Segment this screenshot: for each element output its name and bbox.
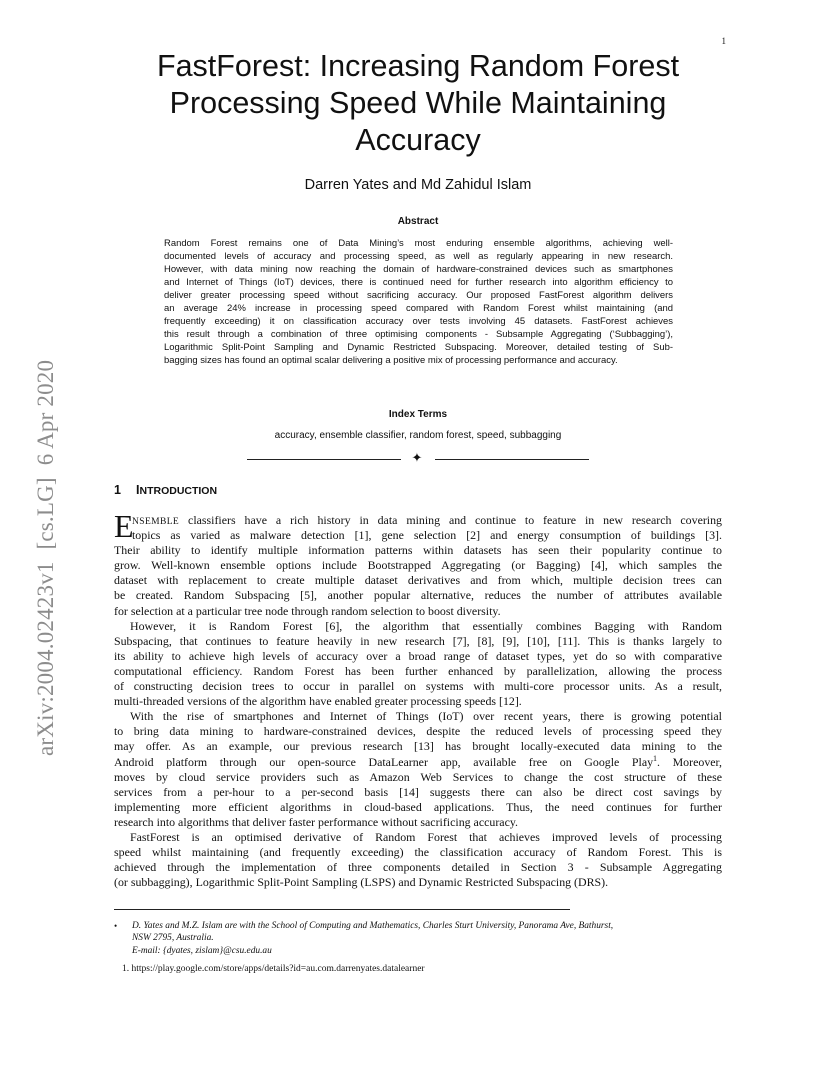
body-line: its ability to achieve high levels of accuracy over a broad range of dataset types, yet do so with comparative (114, 648, 722, 663)
abstract-body (164, 237, 673, 367)
arxiv-identifier-stamp: arXiv:2004.02423v1 [cs.LG] 6 Apr 2020 (33, 359, 58, 756)
affiliation-text (114, 920, 722, 957)
body-line: of constructing decision trees to occur in parallel on systems with multi-core processor units. As a result, (114, 679, 722, 694)
footnote-separator (114, 909, 570, 910)
abstract-line: frequently exceeding) it on classification accuracy over tests involving 45 datasets. FastForest achieves (164, 316, 673, 327)
body-line (114, 513, 722, 528)
body-line: (or subbagging), Logarithmic Split-Point Sampling (LSPS) and Dynamic Restricted Subspacing (DRS). (114, 875, 609, 890)
divider-rule-left (247, 459, 401, 460)
paper-title (110, 48, 726, 159)
abstract-line: documented levels of accuracy and processing speed, as well as regularly appearing in new research. (164, 251, 673, 262)
title-line: Accuracy (355, 123, 481, 157)
index-terms-heading: Index Terms (388, 409, 448, 420)
body-line: speed whilst maintaining (and frequently exceeding) the classification accuracy of Random Forest. This is (114, 845, 722, 860)
body-line: Subspacing, that continues to feature heavily in new research [7], [8], [9], [10], [11]. This is thanks largely to (114, 633, 722, 648)
abstract-line: this result through a combination of three optimising components - Subsample Aggregating (‘Subbagging’), (164, 329, 673, 340)
abstract-line: an average 24% increase in processing speed compared with Random Forest whilst maintaining (and (164, 303, 673, 314)
body-line-text: Android platform through our open-source DataLearner app, available free on Google Play (114, 754, 654, 769)
affiliation-line: NSW 2795, Australia. (132, 933, 214, 944)
abstract-line: and Internet of Things (IoT) devices, there is continued need for further research into algorithm efficiency to (164, 277, 673, 288)
title-line: FastForest: Increasing Random Forest (156, 49, 680, 83)
section-divider (247, 451, 589, 466)
drop-cap-letter: E (114, 508, 134, 544)
body-line: achieved through the implementation of three components detailed in Section 3 - Subsample Aggregating (114, 860, 722, 875)
abstract-line: Random Forest remains one of Data Mining’s most enduring ensemble algorithms, achieving well- (164, 238, 673, 249)
title-line: Processing Speed While Maintaining (169, 86, 667, 120)
abstract-line: bagging sizes has found an optimal scalar delivering a positive mix of processing performance and accuracy. (164, 355, 618, 366)
abstract-heading: Abstract (397, 216, 439, 227)
body-line: may offer. As an example, our previous research [13] has brought locally-executed data mining to the (114, 739, 722, 754)
abstract-line: However, with data mining now reaching the domain of hardware-constrained devices such as smartphones (164, 264, 673, 275)
affiliation-line: D. Yates and M.Z. Islam are with the School of Computing and Mathematics, Charles Sturt University, Panorama Ave, Bathurst, (132, 921, 614, 931)
page-number: 1 (721, 36, 726, 46)
diamond-ornament-icon: ✦ (411, 451, 423, 466)
body-line: for selection at a particular tree node through random selection to boost diversity. (114, 603, 501, 618)
body-line-text: classifiers have a rich history in data mining and continue to feature in new research covering (179, 513, 722, 527)
body-line: implementing more efficient algorithms in cloud-based applications. Thus, the need continues for further (114, 799, 722, 814)
body-line: be created. Random Subspacing [5], another popular alternative, reduces the number of attributes available (114, 588, 722, 603)
abstract-line: deliver greater processing speed without sacrificing accuracy. Our proposed FastForest algorithm delivers (164, 290, 673, 301)
body-line: With the rise of smartphones and Internet of Things (IoT) over recent years, there is growing potential (130, 709, 722, 724)
body-line-text: . Moreover, (657, 754, 722, 769)
body-line: topics as varied as malware detection [1], gene selection [2] and energy consumption of buildings [3]. (132, 528, 722, 543)
abstract-line: Logarithmic Split-Point Sampling and Dynamic Restricted Subspacing. Moreover, detailed testing of Sub- (164, 342, 673, 353)
section-number: 1 (114, 483, 121, 497)
bullet-icon: • (114, 921, 118, 931)
authors: Darren Yates and Md Zahidul Islam (304, 177, 532, 193)
body-line: Their ability to identify multiple information patterns within datasets has seen their popularity continue to (114, 543, 722, 558)
section-title-rest: NTRODUCTION (139, 485, 218, 497)
author-affiliation-footnote (114, 920, 722, 957)
body-line: research into algorithms that deliver faster performance without sacrificing accuracy. (114, 814, 518, 829)
body-line (114, 755, 722, 770)
body-line: services from a per-hour to a per-second basis [14] suggests there can also be direct cost savings by (114, 784, 722, 799)
introduction-body (114, 513, 722, 890)
footnote-url: 1. https://play.google.com/store/apps/details?id=au.com.darrenyates.datalearner (122, 964, 425, 974)
section-title-initial: I (136, 483, 140, 497)
body-line: However, it is Random Forest [6], the algorithm that essentially combines Bagging with Random (130, 618, 722, 633)
body-line: moves by cloud service providers such as Amazon Web Services to change the cost structure of these (114, 769, 722, 784)
body-line: FastForest is an optimised derivative of Random Forest that achieves improved levels of processing (130, 829, 722, 844)
opening-smallcaps: NSEMBLE (132, 517, 180, 527)
index-terms-text: accuracy, ensemble classifier, random forest, speed, subbagging (274, 430, 562, 441)
body-line: grow. Well-known ensemble options include Bootstrapped Aggregating (or Bagging) [4], which samples the (114, 558, 722, 573)
body-line: computational efficiency. Random Forest has been further enhanced by parallelization, allowing the process (114, 663, 722, 678)
footnote-mark: 1 (653, 753, 658, 763)
body-line: to bring data mining to hardware-constrained devices, despite the reduced levels of processing speed they (114, 724, 722, 739)
body-line: dataset with replacement to create multiple dataset derivatives and from which, multiple decision trees can (114, 573, 722, 588)
divider-rule-right (435, 459, 589, 460)
body-line: multi-threaded versions of the algorithm have enabled greater processing speeds [12]. (114, 694, 522, 709)
affiliation-line: E-mail: {dyates, zislam}@csu.edu.au (132, 945, 272, 956)
section-heading-introduction (114, 483, 217, 497)
